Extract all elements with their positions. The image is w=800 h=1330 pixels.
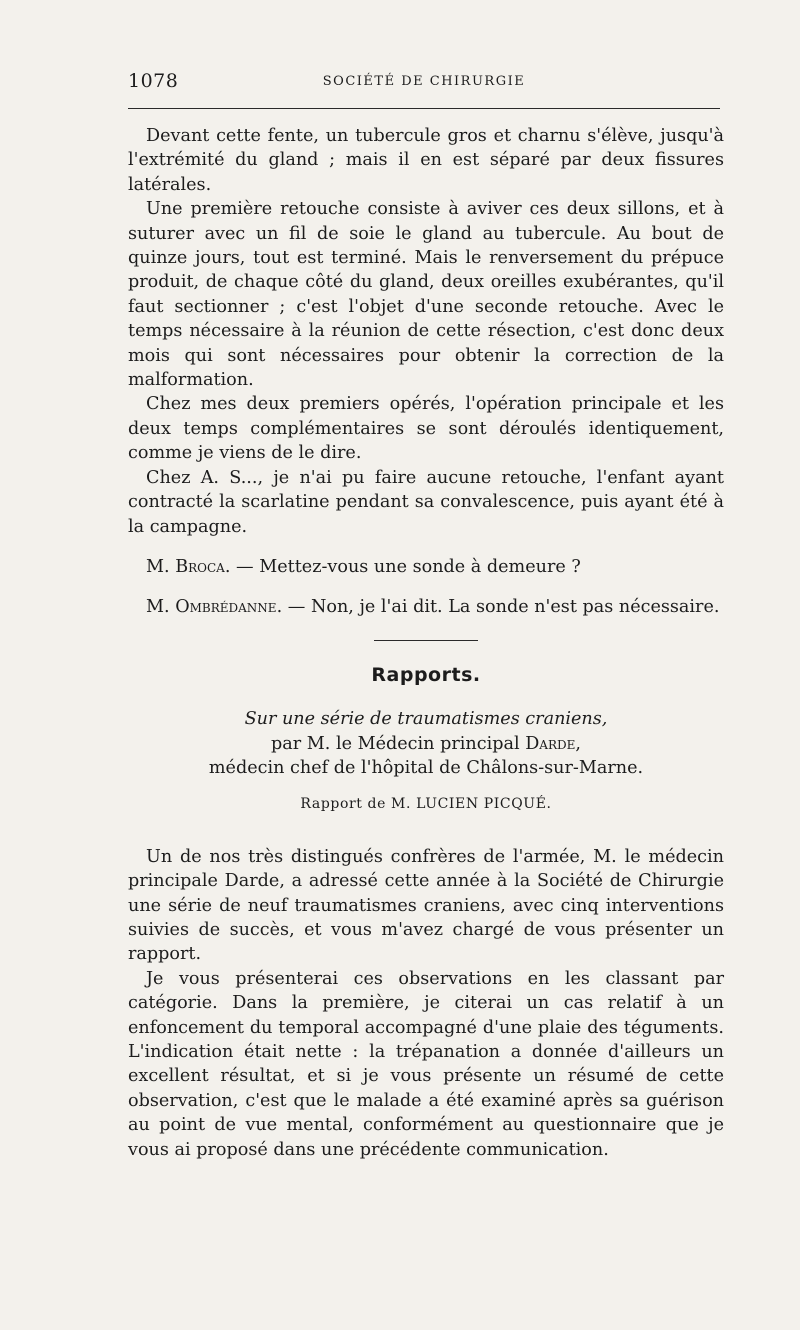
report-paragraph: Un de nos très distingués confrères de l'armée, M. le médecin principale Darde, a adressé cette année à la Société de Chirurgie une série de neuf traumatismes craniens, avec cinq interventions suivies de succès, et vous m'avez chargé de vous présenter un rapport. [128,846,724,965]
speaker-name: M. Ombrédanne. [146,597,283,618]
byline-suffix: , [575,733,581,754]
section-separator [374,640,478,641]
report-byline [128,732,724,756]
paragraph: Chez A. S..., je n'ai pu faire aucune retouche, l'enfant ayant contracté la scarlatine pendant sa convalescence, puis ayant été à la campagne. [128,467,724,537]
dialogue-line-ombredanne [128,595,724,619]
paragraph: Une première retouche consiste à aviver ces deux sillons, et à suturer avec un fil de soie le gland au tubercule. Au bout de quinze jours, tout est terminé. Mais le renversement du prépuce produit, de chaque côté du gland, deux oreilles exubérantes, qu'il faut sectionner ; c'est l'objet d'une seconde retouche. Avec le temps nécessaire à la réunion de cette résection, c'est donc deux mois qui sont nécessaires pour obtenir la correction de la malformation. [128,199,724,391]
report-author: Rapport de M. LUCIEN PICQUÉ. [300,796,552,813]
dialogue-text: Mettez-vous une sonde à demeure ? [259,556,581,577]
report-title: Sur une série de traumatismes craniens, [244,709,608,730]
paragraph: Devant cette fente, un tubercule gros et charnu s'élève, jusqu'à l'extrémité du gland ; mais il en est séparé par deux fissures latérales. [128,126,724,195]
running-title: SOCIÉTÉ DE CHIRURGIE [322,74,526,89]
dialogue-dash: — [230,556,260,577]
paragraph: Chez mes deux premiers opérés, l'opération principale et les deux temps complémentaires se sont déroulés identiquement, comme je viens de le dire. [128,394,724,464]
page-body [128,124,724,1162]
dialogue-line-broca [128,555,724,579]
page-number: 1078 [128,70,179,92]
header-rule [128,108,720,109]
section-heading: Rapports. [371,663,481,686]
dialogue-text: Non, je l'ai dit. La sonde n'est pas nécessaire. [310,597,720,618]
byline-name: Darde [525,733,576,754]
report-affiliation: médecin chef de l'hôpital de Châlons-sur-Marne. [208,757,644,778]
byline-prefix: par M. le Médecin principal [271,733,526,754]
dialogue-dash: — [282,597,311,618]
report-paragraph: Je vous présenterai ces observations en les classant par catégorie. Dans la première, je citerai un cas relatif à un enfoncement du temporal accompagné d'une plaie des téguments. L'indication était nette : la trépanation a donnée d'ailleurs un excellent résultat, et si je vous présente un résumé de cette observation, c'est que le malade a été examiné après sa guérison au point de vue mental, conformément au questionnaire que je vous ai proposé dans une précédente communication. [128,968,724,1160]
speaker-name: M. Broca. [146,556,231,577]
page-header [128,70,720,94]
